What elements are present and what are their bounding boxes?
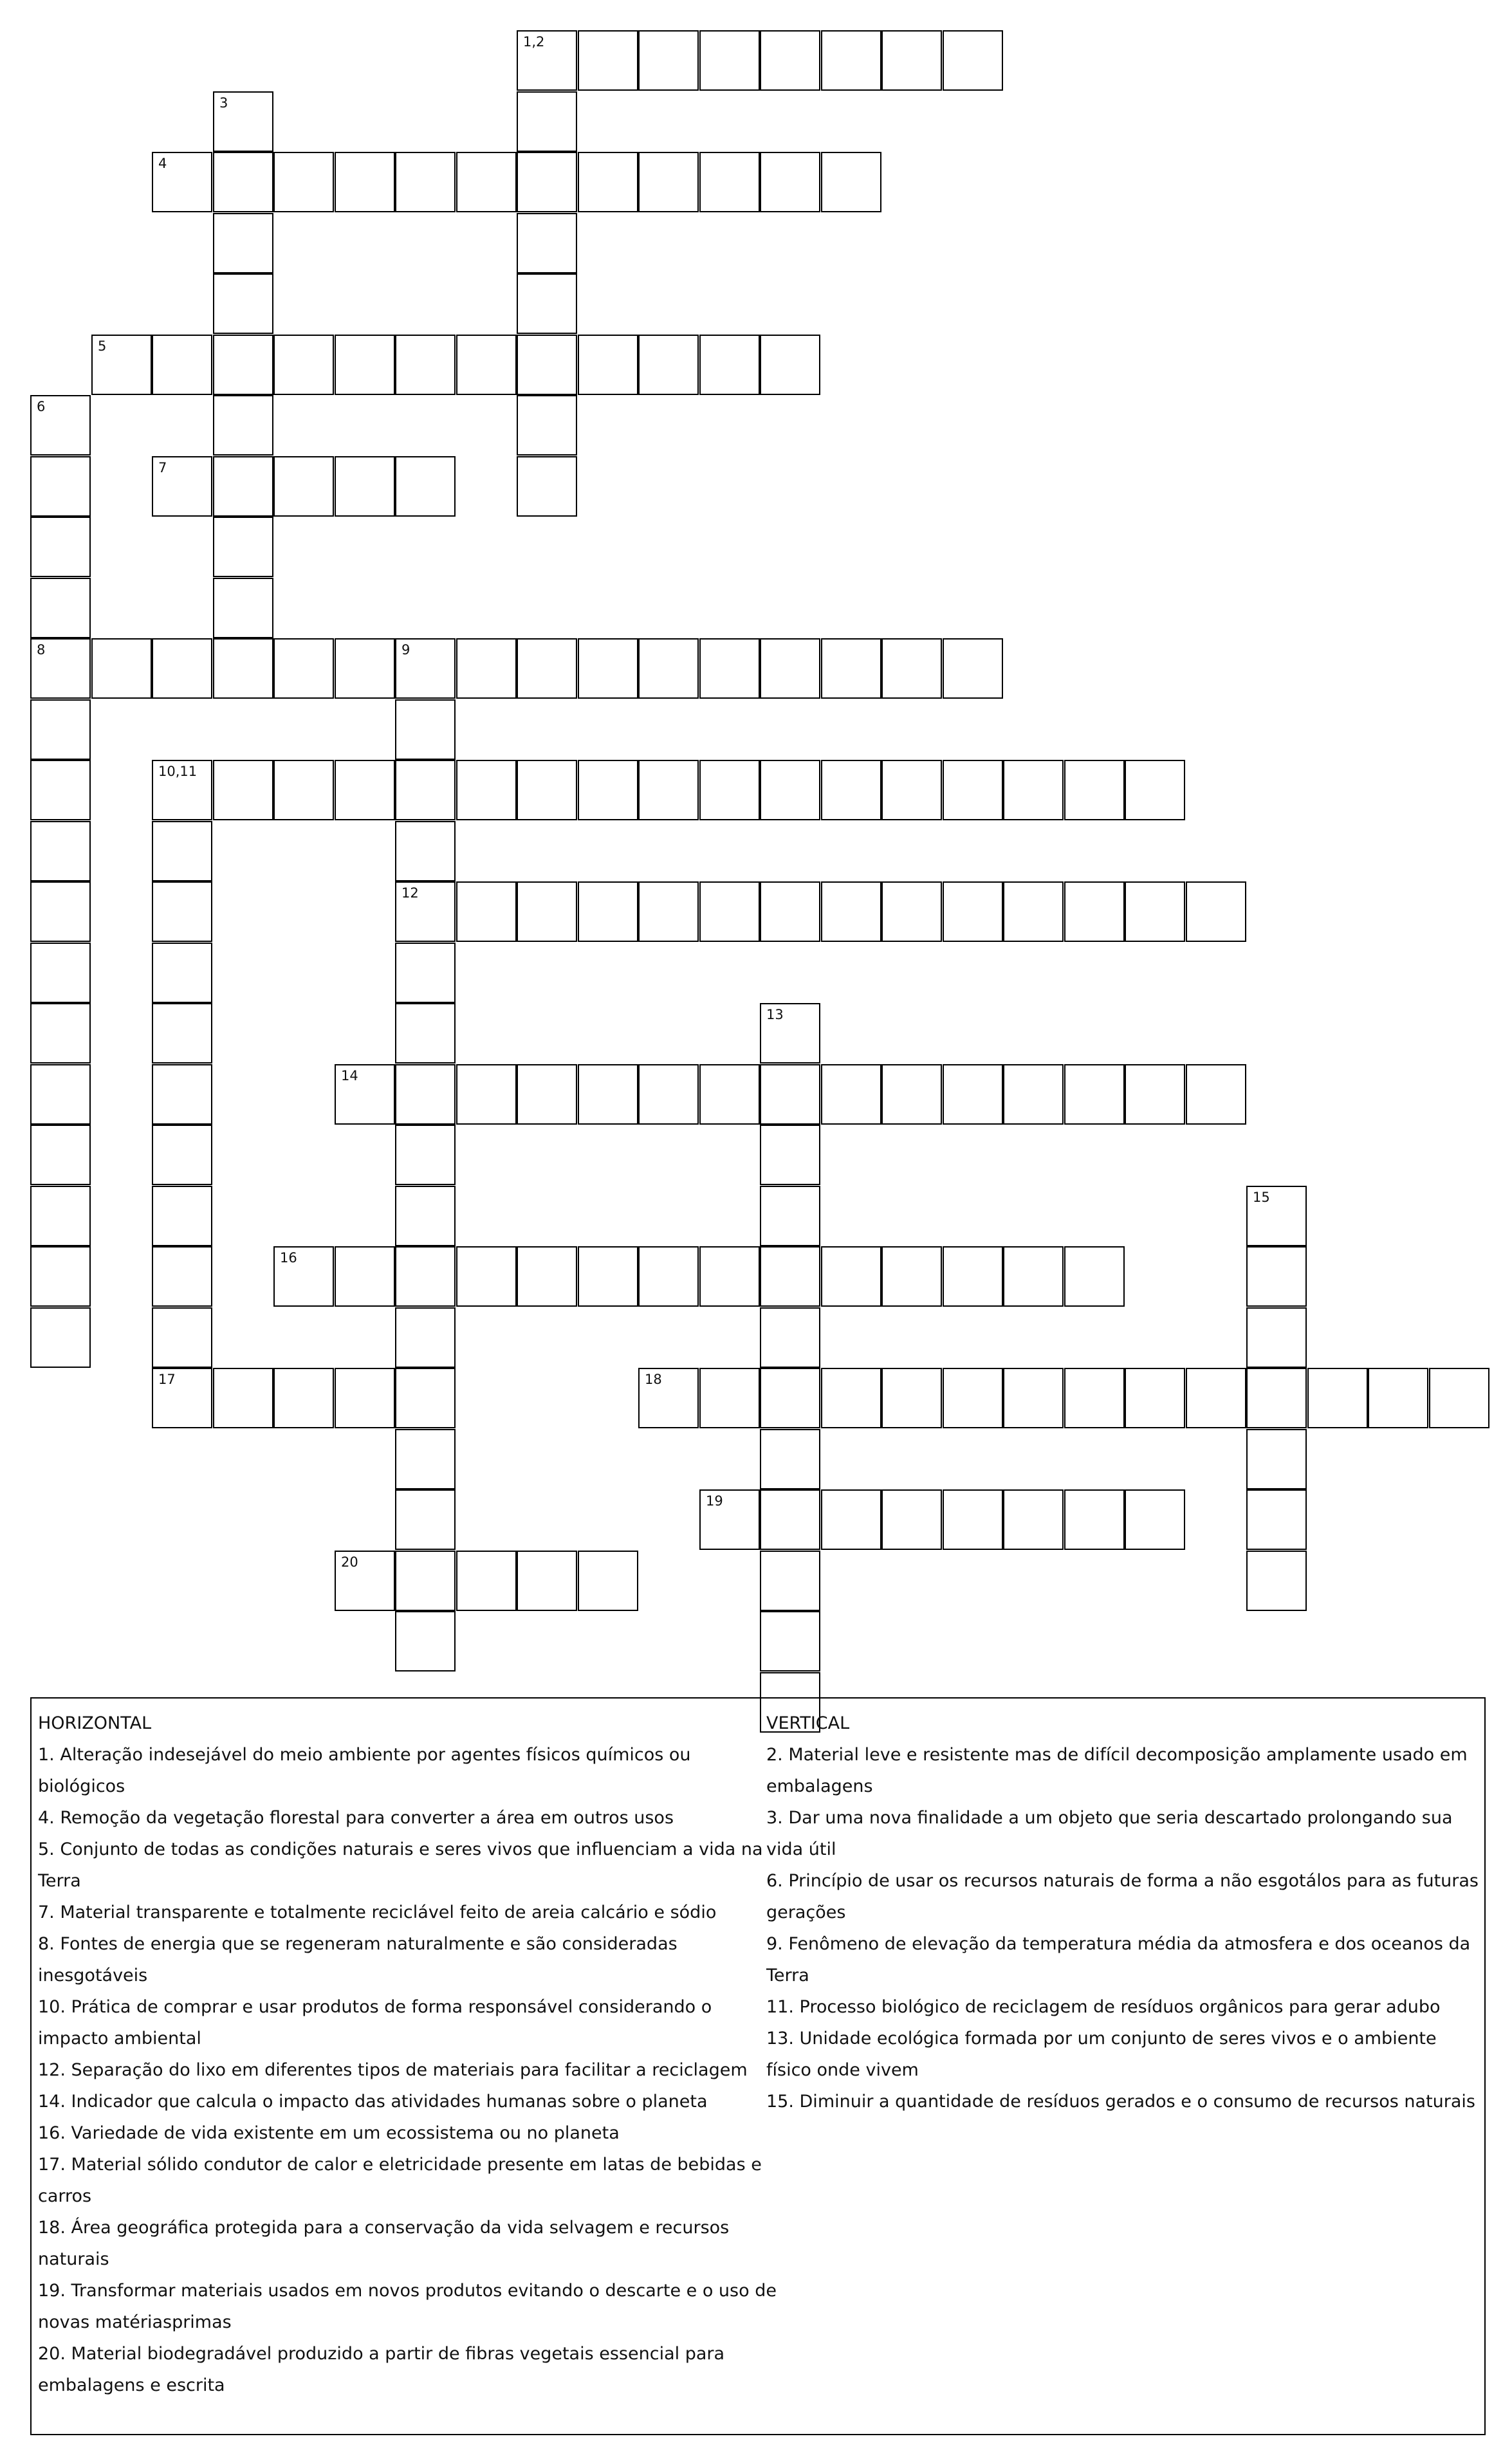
- grid-cell[interactable]: [1125, 1489, 1185, 1550]
- grid-cell[interactable]: [456, 335, 517, 395]
- grid-cell[interactable]: [152, 760, 212, 820]
- horizontal-clue: 14. Indicador que calcula o impacto das atividades humanas sobre o planeta: [38, 2092, 708, 2112]
- grid-cell[interactable]: [760, 1368, 820, 1428]
- grid-cell[interactable]: [395, 1003, 456, 1064]
- grid-cell[interactable]: [395, 1368, 456, 1428]
- grid-cell[interactable]: [943, 638, 1003, 699]
- grid-cell[interactable]: [152, 1368, 212, 1428]
- grid-cell[interactable]: [760, 1125, 820, 1185]
- grid-cell[interactable]: [1246, 1429, 1307, 1489]
- grid-cell[interactable]: [213, 517, 273, 577]
- grid-cell[interactable]: [1003, 1064, 1064, 1125]
- grid-cell[interactable]: [517, 152, 577, 212]
- grid-cell[interactable]: [699, 638, 760, 699]
- grid-cell[interactable]: [821, 30, 881, 91]
- grid-cell[interactable]: [395, 1307, 456, 1368]
- grid-cell[interactable]: [213, 273, 273, 334]
- grid-cell[interactable]: [760, 1429, 820, 1489]
- clue-number: 18: [645, 1372, 662, 1387]
- grid-cell[interactable]: [335, 456, 395, 517]
- grid-cell[interactable]: [152, 1307, 212, 1368]
- grid-cell[interactable]: [152, 821, 212, 881]
- grid-cell[interactable]: [1125, 1368, 1185, 1428]
- clue-number: 1,2: [523, 34, 545, 50]
- clue-number: 12: [401, 885, 419, 901]
- grid-cell[interactable]: [943, 1489, 1003, 1550]
- grid-cell[interactable]: [699, 881, 760, 942]
- grid-cell[interactable]: [578, 1064, 638, 1125]
- grid-cell[interactable]: [1064, 760, 1125, 820]
- grid-cell[interactable]: [152, 1186, 212, 1246]
- grid-cell[interactable]: [30, 1125, 91, 1185]
- grid-cell[interactable]: [1246, 1368, 1307, 1428]
- grid-cell[interactable]: [1246, 1246, 1307, 1307]
- grid-cell[interactable]: [760, 881, 820, 942]
- horizontal-clue: 8. Fontes de energia que se regeneram naturalmente e são consideradas inesgotáveis: [38, 1934, 678, 1985]
- clue-number: 20: [341, 1554, 358, 1570]
- grid-cell[interactable]: [760, 30, 820, 91]
- horizontal-heading: HORIZONTAL: [38, 1713, 152, 1733]
- grid-cell[interactable]: [1186, 881, 1246, 942]
- grid-cell[interactable]: [821, 881, 881, 942]
- clue-number: 19: [706, 1493, 723, 1509]
- grid-cell[interactable]: [638, 760, 699, 820]
- grid-cell[interactable]: [213, 91, 273, 152]
- grid-cell[interactable]: [152, 1125, 212, 1185]
- grid-cell[interactable]: [1003, 1246, 1064, 1307]
- grid-cell[interactable]: [517, 1246, 577, 1307]
- grid-cell[interactable]: [638, 881, 699, 942]
- grid-cell[interactable]: [273, 1368, 334, 1428]
- grid-cell[interactable]: [578, 1246, 638, 1307]
- grid-cell[interactable]: [1186, 1064, 1246, 1125]
- grid-cell[interactable]: [395, 1246, 456, 1307]
- clue-number: 5: [98, 338, 107, 354]
- grid-cell[interactable]: [456, 1246, 517, 1307]
- grid-cell[interactable]: [1125, 760, 1185, 820]
- grid-cell[interactable]: [699, 30, 760, 91]
- grid-cell[interactable]: [335, 152, 395, 212]
- horizontal-clue: 19. Transformar materiais usados em novos produtos evitando o descarte e o uso de novas matériasprimas: [38, 2281, 777, 2332]
- grid-cell[interactable]: [1368, 1368, 1428, 1428]
- grid-cell[interactable]: [1307, 1368, 1368, 1428]
- vertical-clue: 13. Unidade ecológica formada por um conjunto de seres vivos e o ambiente físico onde vivem: [766, 2029, 1437, 2080]
- grid-cell[interactable]: [699, 1368, 760, 1428]
- grid-cell[interactable]: [1246, 1489, 1307, 1550]
- vertical-heading: VERTICAL: [766, 1713, 850, 1733]
- clue-number: 6: [37, 399, 46, 414]
- grid-cell[interactable]: [395, 699, 456, 760]
- grid-cell[interactable]: [91, 638, 152, 699]
- grid-cell[interactable]: [456, 1551, 517, 1611]
- horizontal-clue: 5. Conjunto de todas as condições naturais e seres vivos que influenciam a vida na Terra: [38, 1839, 763, 1891]
- grid-cell[interactable]: [638, 335, 699, 395]
- grid-cell[interactable]: [699, 760, 760, 820]
- grid-cell[interactable]: [456, 881, 517, 942]
- vertical-clue: 15. Diminuir a quantidade de resíduos gerados e o consumo de recursos naturais: [766, 2092, 1475, 2112]
- grid-cell[interactable]: [30, 395, 91, 456]
- grid-cell[interactable]: [517, 456, 577, 517]
- clue-number: 8: [37, 642, 46, 658]
- clue-number: 9: [401, 642, 410, 658]
- grid-cell[interactable]: [273, 335, 334, 395]
- grid-cell[interactable]: [821, 1368, 881, 1428]
- grid-cell[interactable]: [760, 1551, 820, 1611]
- grid-cell[interactable]: [273, 456, 334, 517]
- grid-cell[interactable]: [213, 456, 273, 517]
- horizontal-clues: [38, 1708, 778, 2401]
- grid-cell[interactable]: [335, 1064, 395, 1125]
- grid-cell[interactable]: [517, 335, 577, 395]
- clue-number: 10,11: [158, 764, 198, 779]
- clues-box: [30, 1697, 1486, 2435]
- grid-cell[interactable]: [1246, 1186, 1307, 1246]
- grid-cell[interactable]: [1064, 1368, 1125, 1428]
- grid-cell[interactable]: [943, 1064, 1003, 1125]
- grid-cell[interactable]: [1125, 881, 1185, 942]
- grid-cell[interactable]: [30, 760, 91, 820]
- grid-cell[interactable]: [152, 1064, 212, 1125]
- clue-number: 16: [280, 1250, 297, 1266]
- grid-cell[interactable]: [760, 1246, 820, 1307]
- grid-cell[interactable]: [1429, 1368, 1489, 1428]
- clue-number: 7: [158, 460, 167, 475]
- grid-cell[interactable]: [943, 1246, 1003, 1307]
- grid-cell[interactable]: [1125, 1064, 1185, 1125]
- grid-cell[interactable]: [273, 152, 334, 212]
- grid-cell[interactable]: [395, 456, 456, 517]
- grid-cell[interactable]: [335, 1246, 395, 1307]
- grid-cell[interactable]: [517, 213, 577, 273]
- grid-cell[interactable]: [1064, 1489, 1125, 1550]
- grid-cell[interactable]: [395, 1429, 456, 1489]
- grid-cell[interactable]: [273, 638, 334, 699]
- horizontal-clue: 20. Material biodegradável produzido a partir de fibras vegetais essencial para embalagens e escrita: [38, 2344, 725, 2395]
- grid-cell[interactable]: [335, 335, 395, 395]
- grid-cell[interactable]: [30, 1246, 91, 1307]
- grid-cell[interactable]: [1003, 760, 1064, 820]
- horizontal-clue-list: [38, 1739, 778, 2401]
- grid-cell[interactable]: [30, 943, 91, 1003]
- grid-cell[interactable]: [30, 1186, 91, 1246]
- grid-cell[interactable]: [760, 1186, 820, 1246]
- horizontal-clue: 12. Separação do lixo em diferentes tipos de materiais para facilitar a reciclagem: [38, 2060, 748, 2080]
- grid-cell[interactable]: [395, 821, 456, 881]
- grid-cell[interactable]: [699, 1246, 760, 1307]
- grid-cell[interactable]: [760, 1307, 820, 1368]
- grid-cell[interactable]: [213, 760, 273, 820]
- grid-cell[interactable]: [30, 1064, 91, 1125]
- grid-cell[interactable]: [395, 881, 456, 942]
- grid-cell[interactable]: [881, 1064, 942, 1125]
- grid-cell[interactable]: [213, 213, 273, 273]
- grid-cell[interactable]: [213, 638, 273, 699]
- grid-cell[interactable]: [821, 1246, 881, 1307]
- grid-cell[interactable]: [881, 881, 942, 942]
- clue-number: 14: [341, 1068, 358, 1083]
- grid-cell[interactable]: [578, 760, 638, 820]
- grid-cell[interactable]: [30, 699, 91, 760]
- grid-cell[interactable]: [1064, 1246, 1125, 1307]
- grid-cell[interactable]: [30, 517, 91, 577]
- vertical-clue: 2. Material leve e resistente mas de difícil decomposição amplamente usado em embalagens: [766, 1745, 1468, 1796]
- grid-cell[interactable]: [213, 335, 273, 395]
- grid-cell[interactable]: [821, 1064, 881, 1125]
- grid-cell[interactable]: [456, 1064, 517, 1125]
- grid-cell[interactable]: [699, 1064, 760, 1125]
- grid-cell[interactable]: [578, 638, 638, 699]
- grid-cell[interactable]: [760, 1064, 820, 1125]
- grid-cell[interactable]: [30, 456, 91, 517]
- clue-number: 4: [158, 156, 167, 171]
- grid-cell[interactable]: [699, 152, 760, 212]
- grid-cell[interactable]: [1064, 1064, 1125, 1125]
- grid-cell[interactable]: [335, 638, 395, 699]
- grid-cell[interactable]: [638, 1064, 699, 1125]
- grid-cell[interactable]: [152, 1246, 212, 1307]
- grid-cell[interactable]: [1003, 1368, 1064, 1428]
- grid-cell[interactable]: [760, 1489, 820, 1550]
- grid-cell[interactable]: [881, 760, 942, 820]
- grid-cell[interactable]: [699, 335, 760, 395]
- grid-cell[interactable]: [213, 152, 273, 212]
- grid-cell[interactable]: [30, 578, 91, 638]
- grid-cell[interactable]: [456, 760, 517, 820]
- grid-cell[interactable]: [395, 152, 456, 212]
- grid-cell[interactable]: [517, 91, 577, 152]
- vertical-clues: [766, 1708, 1480, 2117]
- grid-cell[interactable]: [456, 152, 517, 212]
- grid-cell[interactable]: [881, 1368, 942, 1428]
- grid-cell[interactable]: [517, 1551, 577, 1611]
- clue-number: 15: [1253, 1190, 1270, 1205]
- grid-cell[interactable]: [1246, 1551, 1307, 1611]
- grid-cell[interactable]: [821, 760, 881, 820]
- grid-cell[interactable]: [152, 456, 212, 517]
- grid-cell[interactable]: [943, 881, 1003, 942]
- grid-cell[interactable]: [881, 1246, 942, 1307]
- grid-cell[interactable]: [517, 881, 577, 942]
- grid-cell[interactable]: [91, 335, 152, 395]
- clue-number: 17: [158, 1372, 176, 1387]
- grid-cell[interactable]: [213, 395, 273, 456]
- grid-cell[interactable]: [395, 1186, 456, 1246]
- grid-cell[interactable]: [395, 1489, 456, 1550]
- grid-cell[interactable]: [517, 638, 577, 699]
- grid-cell[interactable]: [578, 335, 638, 395]
- grid-cell[interactable]: [943, 1368, 1003, 1428]
- grid-cell[interactable]: [638, 30, 699, 91]
- grid-cell[interactable]: [943, 30, 1003, 91]
- grid-cell[interactable]: [30, 1307, 91, 1368]
- grid-cell[interactable]: [517, 760, 577, 820]
- grid-cell[interactable]: [395, 943, 456, 1003]
- grid-cell[interactable]: [213, 578, 273, 638]
- grid-cell[interactable]: [638, 152, 699, 212]
- grid-cell[interactable]: [760, 335, 820, 395]
- grid-cell[interactable]: [881, 30, 942, 91]
- grid-cell[interactable]: [699, 1489, 760, 1550]
- grid-cell[interactable]: [881, 1489, 942, 1550]
- vertical-clue: 11. Processo biológico de reciclagem de resíduos orgânicos para gerar adubo: [766, 1997, 1441, 2017]
- grid-cell[interactable]: [30, 881, 91, 942]
- grid-cell[interactable]: [395, 760, 456, 820]
- grid-cell[interactable]: [578, 152, 638, 212]
- grid-cell[interactable]: [395, 1611, 456, 1672]
- grid-cell[interactable]: [821, 638, 881, 699]
- grid-cell[interactable]: [30, 1003, 91, 1064]
- grid-cell[interactable]: [578, 30, 638, 91]
- grid-cell[interactable]: [1003, 881, 1064, 942]
- grid-cell[interactable]: [943, 760, 1003, 820]
- grid-cell[interactable]: [517, 273, 577, 334]
- grid-cell[interactable]: [335, 1551, 395, 1611]
- vertical-clue: 9. Fenômeno de elevação da temperatura média da atmosfera e dos oceanos da Terra: [766, 1934, 1471, 1985]
- vertical-clue-list: [766, 1739, 1480, 2117]
- grid-cell[interactable]: [152, 1003, 212, 1064]
- grid-cell[interactable]: [638, 1368, 699, 1428]
- grid-cell[interactable]: [152, 881, 212, 942]
- grid-cell[interactable]: [395, 1064, 456, 1125]
- grid-cell[interactable]: [152, 152, 212, 212]
- grid-cell[interactable]: [456, 638, 517, 699]
- horizontal-clue: 7. Material transparente e totalmente reciclável feito de areia calcário e sódio: [38, 1902, 717, 1922]
- grid-cell[interactable]: [395, 335, 456, 395]
- grid-cell[interactable]: [760, 1611, 820, 1672]
- grid-cell[interactable]: [881, 638, 942, 699]
- grid-cell[interactable]: [760, 760, 820, 820]
- grid-cell[interactable]: [517, 30, 577, 91]
- grid-cell[interactable]: [821, 152, 881, 212]
- grid-cell[interactable]: [335, 1368, 395, 1428]
- grid-cell[interactable]: [30, 638, 91, 699]
- grid-cell[interactable]: [395, 638, 456, 699]
- grid-cell[interactable]: [760, 638, 820, 699]
- grid-cell[interactable]: [395, 1125, 456, 1185]
- clue-number: 3: [219, 95, 228, 111]
- clue-number: 13: [766, 1007, 784, 1022]
- horizontal-clue: 18. Área geográfica protegida para a conservação da vida selvagem e recursos naturais: [38, 2218, 730, 2269]
- vertical-clue: 6. Princípio de usar os recursos naturais de forma a não esgotálos para as futuras gerações: [766, 1871, 1479, 1922]
- grid-cell[interactable]: [395, 1551, 456, 1611]
- grid-cell[interactable]: [638, 638, 699, 699]
- horizontal-clue: 1. Alteração indesejável do meio ambiente por agentes físicos químicos ou biológicos: [38, 1745, 691, 1796]
- horizontal-clue: 4. Remoção da vegetação florestal para converter a área em outros usos: [38, 1808, 674, 1828]
- grid-cell[interactable]: [335, 760, 395, 820]
- grid-cell[interactable]: [517, 395, 577, 456]
- vertical-clue: 3. Dar uma nova finalidade a um objeto que seria descartado prolongando sua vida útil: [766, 1808, 1453, 1859]
- grid-cell[interactable]: [821, 1489, 881, 1550]
- grid-cell[interactable]: [638, 1246, 699, 1307]
- grid-cell[interactable]: [273, 760, 334, 820]
- grid-cell[interactable]: [273, 1246, 334, 1307]
- horizontal-clue: 10. Prática de comprar e usar produtos de forma responsável considerando o impacto ambiental: [38, 1997, 712, 2049]
- grid-cell[interactable]: [1003, 1489, 1064, 1550]
- grid-cell[interactable]: [30, 821, 91, 881]
- grid-cell[interactable]: [760, 152, 820, 212]
- grid-cell[interactable]: [578, 881, 638, 942]
- grid-cell[interactable]: [1186, 1368, 1246, 1428]
- grid-cell[interactable]: [152, 638, 212, 699]
- horizontal-clue: 16. Variedade de vida existente em um ecossistema ou no planeta: [38, 2123, 620, 2143]
- grid-cell[interactable]: [1064, 881, 1125, 942]
- horizontal-clue: 17. Material sólido condutor de calor e eletricidade presente em latas de bebidas e carros: [38, 2155, 762, 2206]
- grid-cell[interactable]: [152, 335, 212, 395]
- grid-cell[interactable]: [1246, 1307, 1307, 1368]
- grid-cell[interactable]: [517, 1064, 577, 1125]
- grid-cell[interactable]: [760, 1003, 820, 1064]
- grid-cell[interactable]: [213, 1368, 273, 1428]
- grid-cell[interactable]: [152, 943, 212, 1003]
- grid-cell[interactable]: [578, 1551, 638, 1611]
